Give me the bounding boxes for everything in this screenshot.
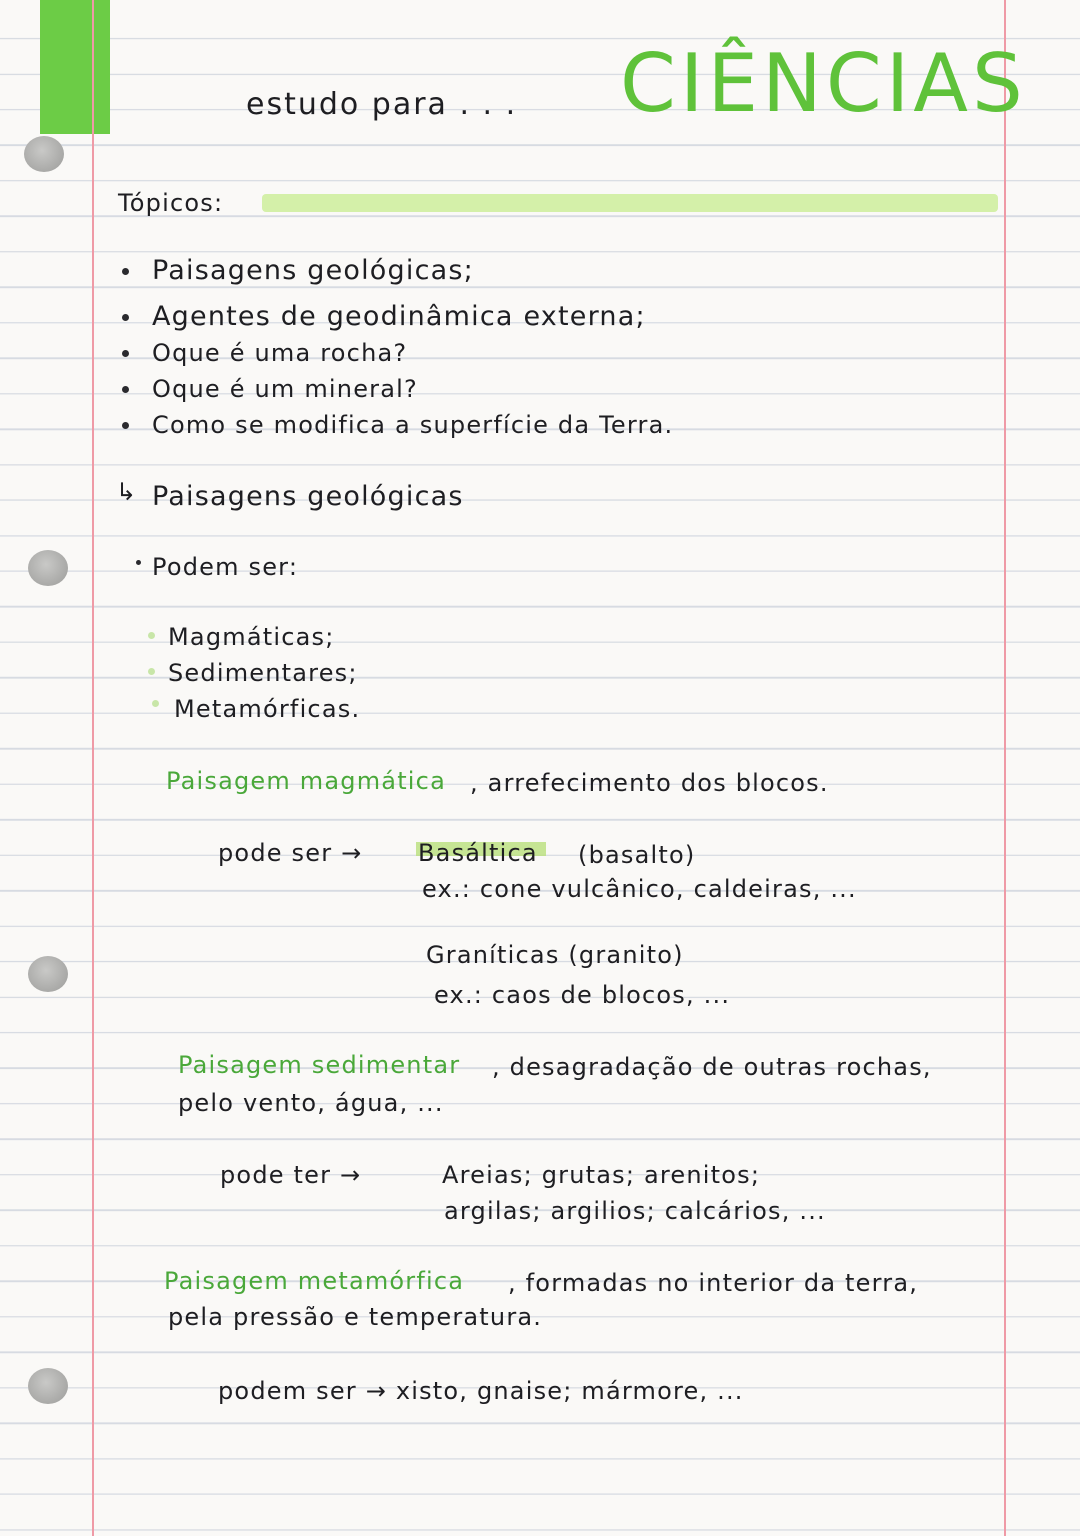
topic-item: Agentes de geodinâmica externa;: [152, 301, 646, 332]
podem-ser-label: Podem ser:: [152, 553, 299, 581]
metamorfica-podem-ser: podem ser → xisto, gnaise; mármore, ...: [218, 1377, 744, 1405]
sedimentar-list-2: argilas; argilios; calcários, ...: [444, 1197, 826, 1225]
type-item: Sedimentares;: [168, 659, 358, 687]
sedimentar-desc-2: pelo vento, água, ...: [178, 1089, 444, 1117]
bullet: [136, 560, 141, 565]
bullet: [122, 386, 129, 393]
hook-arrow-icon: ↳: [116, 478, 137, 506]
metamorfica-label: Paisagem metamórfica: [164, 1267, 465, 1295]
type-item: Metamórficas.: [174, 695, 361, 723]
magmatica-pode-ser: pode ser →: [218, 839, 363, 867]
binder-hole: [28, 550, 68, 586]
page-subtitle: estudo para . . .: [246, 87, 518, 122]
green-tab-marker: [40, 0, 110, 134]
page-title: CIÊNCIAS: [620, 37, 1027, 130]
topics-highlight: [262, 194, 998, 212]
topic-item: Como se modifica a superfície da Terra.: [152, 411, 674, 439]
bullet: [122, 422, 129, 429]
right-margin-line: [1004, 0, 1006, 1536]
topic-item: Paisagens geológicas;: [152, 255, 474, 286]
magmatica-label: Paisagem magmática: [166, 767, 446, 795]
topic-item: Oque é uma rocha?: [152, 339, 408, 367]
topic-item: Oque é um mineral?: [152, 375, 418, 403]
left-margin-line: [92, 0, 94, 1536]
binder-hole: [24, 136, 64, 172]
basaltica-note: (basalto): [578, 841, 696, 869]
binder-hole: [28, 1368, 68, 1404]
basaltica-example: ex.: cone vulcânico, caldeiras, ...: [422, 875, 857, 903]
section-heading: Paisagens geológicas: [152, 481, 464, 512]
topics-label: Tópicos:: [118, 189, 224, 217]
sedimentar-desc: , desagradação de outras rochas,: [492, 1053, 932, 1081]
basaltica-label: Basáltica: [418, 839, 538, 867]
magmatica-desc: , arrefecimento dos blocos.: [470, 769, 829, 797]
sedimentar-label: Paisagem sedimentar: [178, 1051, 461, 1079]
binder-hole: [28, 956, 68, 992]
bullet: [122, 268, 129, 275]
metamorfica-desc-2: pela pressão e temperatura.: [168, 1303, 543, 1331]
metamorfica-desc: , formadas no interior da terra,: [508, 1269, 919, 1297]
granitica-example: ex.: caos de blocos, ...: [434, 981, 731, 1009]
granitica-label: Graníticas (granito): [426, 941, 684, 969]
type-item: Magmáticas;: [168, 623, 335, 651]
bullet: [122, 350, 129, 357]
bullet: [152, 700, 159, 707]
sedimentar-pode-ter: pode ter →: [220, 1161, 362, 1189]
sedimentar-list-1: Areias; grutas; arenitos;: [442, 1161, 761, 1189]
bullet: [122, 314, 129, 321]
bullet: [148, 632, 155, 639]
bullet: [148, 668, 155, 675]
